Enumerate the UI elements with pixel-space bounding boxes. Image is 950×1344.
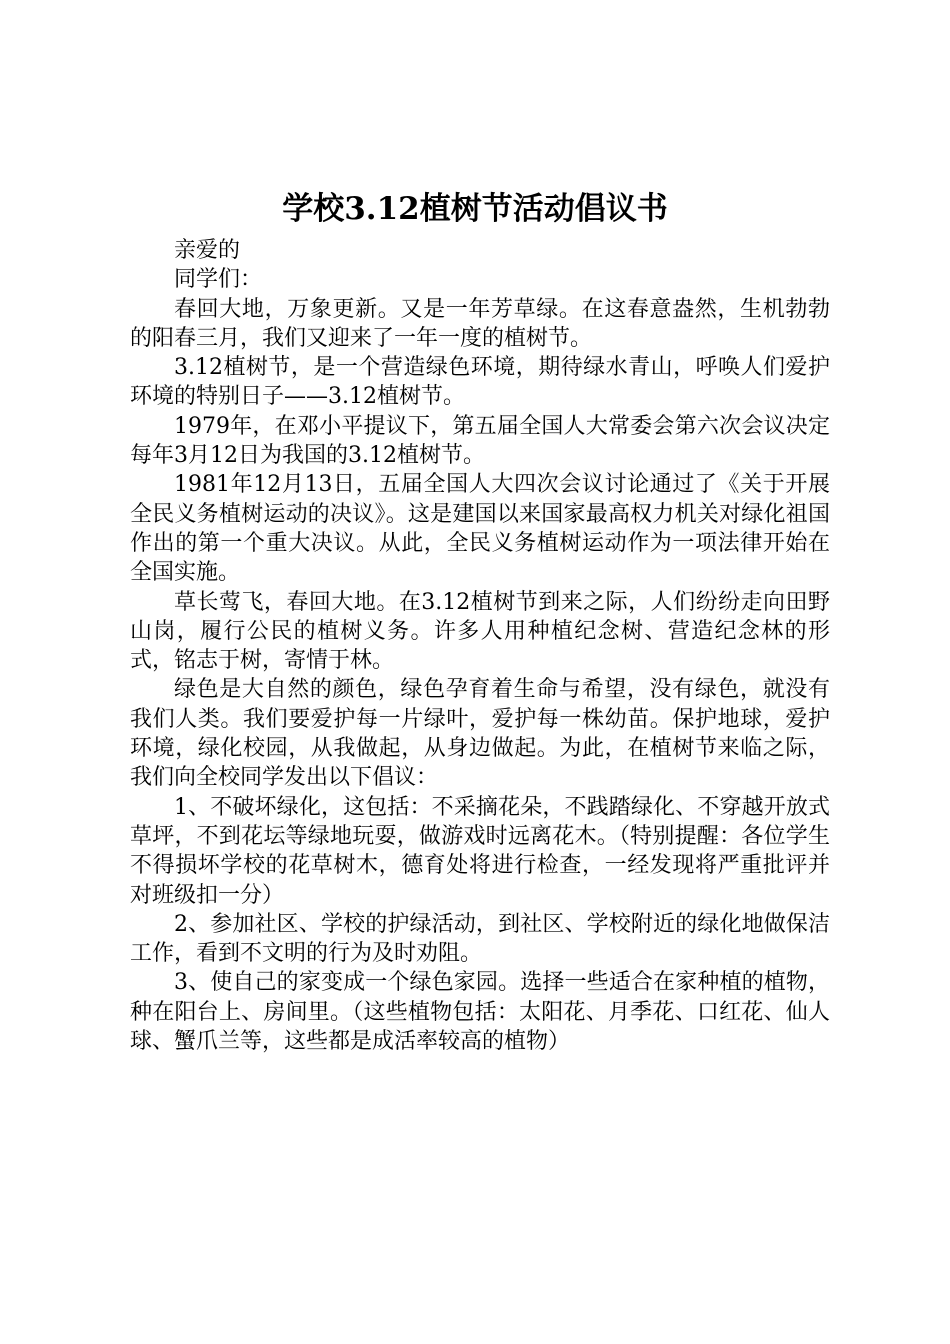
paragraph: 3.12植树节，是一个营造绿色环境，期待绿水青山，呼唤人们爱护环境的特别日子——3.12植树节。 [130,355,830,410]
proposal-item-3: 3、使自己的家变成一个绿色家园。选择一些适合在家种植的植物，种在阳台上、房间里。（这些植物包括：太阳花、月季花、口红花、仙人球、蟹爪兰等，这些都是成活率较高的植物） [130,970,830,1055]
salutation-line-1: 亲爱的 [174,238,241,263]
salutation-line-2: 同学们： [174,267,263,293]
paragraph: 草长莺飞，春回大地。在3.12植树节到来之际，人们纷纷走向田野山岗，履行公民的植树义务。许多人用种植纪念树、营造纪念林的形式，铭志于树，寄情于林。 [130,589,830,674]
paragraph: 春回大地，万象更新。又是一年芳草绿。在这春意盎然，生机勃勃的阳春三月，我们又迎来了一年一度的植树节。 [130,296,830,351]
paragraph: 绿色是大自然的颜色，绿色孕育着生命与希望，没有绿色，就没有我们人类。我们要爱护每一片绿叶，爱护每一株幼苗。保护地球，爱护环境，绿化校园，从我做起，从身边做起。为此，在植树节来临之际，我们向全校同学发出以下倡议： [130,677,830,791]
proposal-item-2: 2、参加社区、学校的护绿活动，到社区、学校附近的绿化地做保洁工作，看到不文明的行为及时劝阻。 [130,911,830,967]
paragraph: 1979年，在邓小平提议下，第五届全国人大常委会第六次会议决定每年3月12日为我国的3.12植树节。 [130,413,830,469]
paragraph: 1981年12月13日，五届全国人大四次会议讨论通过了《关于开展全民义务植树运动的决议》。这是建国以来国家最高权力机关对绿化祖国作出的第一个重大决议。从此，全民义务植树运动作为一项法律开始在全国实施。 [130,472,830,586]
document-title: 学校3.12植树节活动倡议书 [282,191,668,227]
proposal-item-1: 1、不破坏绿化，这包括：不采摘花朵，不践踏绿化、不穿越开放式草坪，不到花坛等绿地玩耍，做游戏时远离花木。（特别提醒：各位学生不得损坏学校的花草树木，德育处将进行检查，一经发现将严重批评并对班级扣一分） [130,794,830,908]
document-body [130,236,830,1056]
